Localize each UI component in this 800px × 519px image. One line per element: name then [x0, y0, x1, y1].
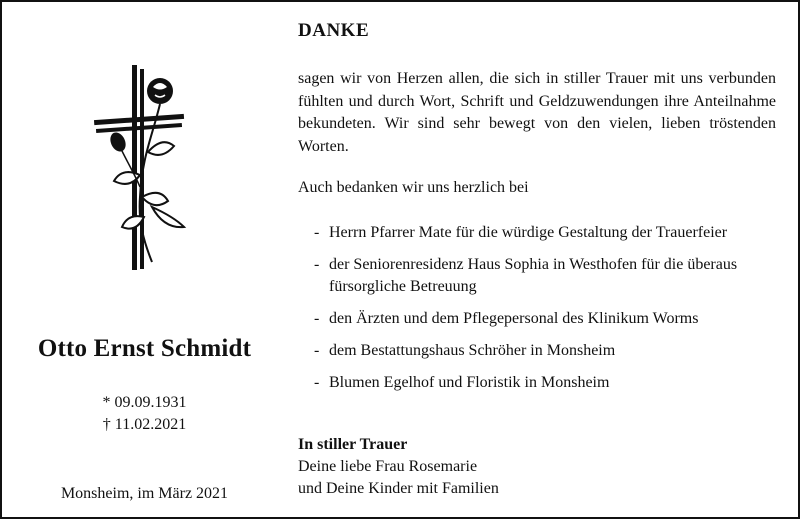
- list-item: - den Ärzten und dem Pflegepersonal des Klinikum Worms: [314, 308, 776, 330]
- left-column: [2, 2, 287, 515]
- death-date: † 11.02.2021: [102, 416, 187, 433]
- place-and-date: Monsheim, im März 2021: [60, 485, 229, 502]
- list-marker: -: [314, 310, 320, 327]
- signature-block: [298, 434, 499, 500]
- list-marker: -: [314, 374, 320, 391]
- thanks-paragraph: sagen wir von Herzen allen, die sich in stiller Trauer mit uns verbunden fühlten und durch Wort, Schrift und Geldzuwendungen ihre Anteilnahme bekundeten. Wir sind sehr bewegt von den vielen, lieben tröstenden Worten.: [298, 70, 776, 155]
- list-item: - dem Bestattungshaus Schröher in Monsheim: [314, 340, 776, 362]
- thanks-list: [314, 222, 776, 404]
- list-marker: -: [314, 224, 320, 241]
- signature-line: Deine liebe Frau Rosemarie: [298, 458, 478, 475]
- thanks-intro: Auch bedanken wir uns herzlich bei: [298, 179, 529, 196]
- list-marker: -: [314, 256, 320, 273]
- list-item: - der Seniorenresidenz Haus Sophia in Westhofen für die überaus fürsorgliche Betreuung: [314, 256, 738, 295]
- notice-heading: DANKE: [298, 20, 370, 41]
- list-marker: -: [314, 342, 320, 359]
- signature-line: und Deine Kinder mit Familien: [298, 480, 499, 497]
- list-item: - Blumen Egelhof und Floristik in Monsheim: [314, 372, 776, 394]
- birth-date: * 09.09.1931: [102, 394, 187, 411]
- life-dates: [2, 392, 287, 436]
- signature-lead: In stiller Trauer: [298, 436, 408, 453]
- list-item: - Herrn Pfarrer Mate für die würdige Gestaltung der Trauerfeier: [314, 222, 776, 244]
- deceased-name: Otto Ernst Schmidt: [37, 335, 252, 362]
- cross-with-rose-icon: [82, 57, 202, 277]
